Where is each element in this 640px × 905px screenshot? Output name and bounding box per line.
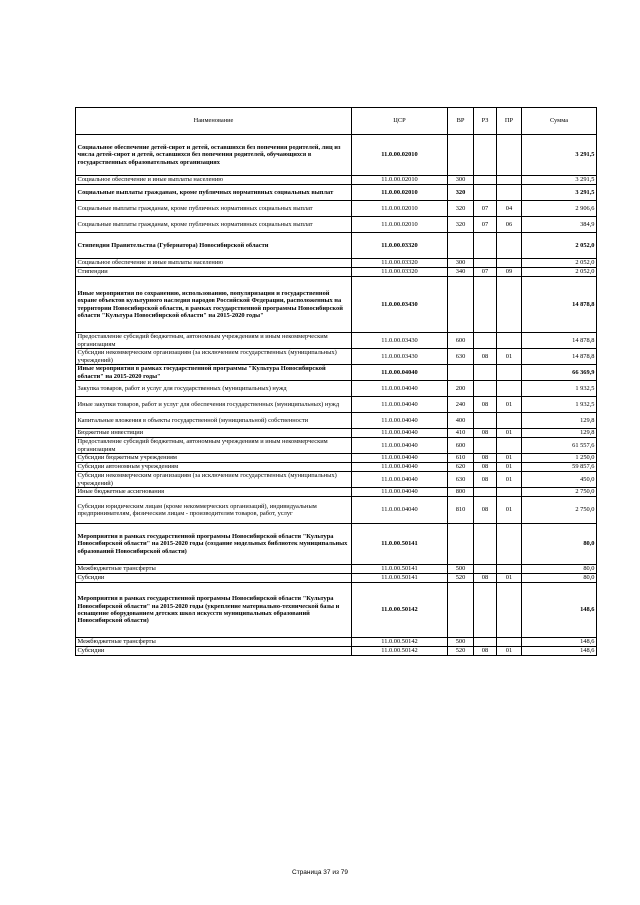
vr-cell: 630 [448, 472, 474, 488]
pr-cell: 09 [497, 268, 522, 277]
name-cell: Межбюджетные трансферты [76, 565, 352, 574]
vr-cell: 320 [448, 185, 474, 201]
name-cell: Социальное обеспечение и иные выплаты населению [76, 176, 352, 185]
table-row [76, 472, 597, 488]
name-cell: Стипендии [76, 268, 352, 277]
name-cell: Иные закупки товаров, работ и услуг для обеспечения государственных (муниципальных) нужд [76, 397, 352, 413]
name-cell: Субсидии автономным учреждениям [76, 463, 352, 472]
table-row [76, 497, 597, 524]
vr-cell [448, 365, 474, 381]
name-cell: Субсидии бюджетным учреждениям [76, 454, 352, 463]
vr-cell: 320 [448, 201, 474, 217]
vr-cell: 800 [448, 488, 474, 497]
sum-cell: 2 052,0 [522, 268, 597, 277]
vr-cell: 300 [448, 259, 474, 268]
sum-cell: 148,6 [522, 647, 597, 656]
pr-cell [497, 185, 522, 201]
sum-cell: 14 878,8 [522, 333, 597, 349]
header-pr: ПР [497, 108, 522, 135]
vr-cell [448, 233, 474, 259]
table-row [76, 268, 597, 277]
vr-cell: 300 [448, 176, 474, 185]
pr-cell: 01 [497, 497, 522, 524]
table-row [76, 349, 597, 365]
sum-cell: 2 750,0 [522, 488, 597, 497]
table-row [76, 638, 597, 647]
pr-cell: 01 [497, 429, 522, 438]
vr-cell [448, 524, 474, 565]
vr-cell: 320 [448, 217, 474, 233]
rz-cell [474, 233, 497, 259]
pr-cell [497, 381, 522, 397]
csr-cell: 11.0.00.50142 [352, 647, 448, 656]
rz-cell: 08 [474, 647, 497, 656]
sum-cell: 148,6 [522, 638, 597, 647]
rz-cell [474, 176, 497, 185]
csr-cell: 11.0.00.03430 [352, 349, 448, 365]
pr-cell [497, 413, 522, 429]
name-cell: Иные мероприятия по сохранению, использованию, популяризации и государственной охране объектов культурного наследия народов Российской Федерации, расположенных на территории Новосибирской области, в рамках государственной программы Новосибирской области "Культура Новосибирской области" на 2015-2020 годы" [76, 277, 352, 333]
pr-cell: 01 [497, 454, 522, 463]
table-row [76, 185, 597, 201]
table-row [76, 647, 597, 656]
table-row [76, 583, 597, 638]
sum-cell: 2 052,0 [522, 233, 597, 259]
csr-cell: 11.0.00.03320 [352, 259, 448, 268]
sum-cell: 66 369,9 [522, 365, 597, 381]
vr-cell: 200 [448, 381, 474, 397]
name-cell: Социальные выплаты гражданам, кроме публичных нормативных социальных выплат [76, 201, 352, 217]
header-rz: РЗ [474, 108, 497, 135]
csr-cell: 11.0.00.03320 [352, 268, 448, 277]
sum-cell: 450,0 [522, 472, 597, 488]
vr-cell: 620 [448, 463, 474, 472]
table-header-row [76, 108, 597, 135]
sum-cell: 59 857,6 [522, 463, 597, 472]
csr-cell: 11.0.00.04040 [352, 429, 448, 438]
table-row [76, 438, 597, 454]
pr-cell: 01 [497, 349, 522, 365]
csr-cell: 11.0.00.04040 [352, 463, 448, 472]
csr-cell: 11.0.00.04040 [352, 413, 448, 429]
rz-cell: 08 [474, 349, 497, 365]
csr-cell: 11.0.00.04040 [352, 381, 448, 397]
sum-cell: 129,8 [522, 429, 597, 438]
csr-cell: 11.0.00.50141 [352, 524, 448, 565]
sum-cell: 14 878,8 [522, 277, 597, 333]
rz-cell [474, 365, 497, 381]
name-cell: Иные мероприятия в рамках государственной программы "Культура Новосибирской области" на 2015-2020 годы" [76, 365, 352, 381]
name-cell: Социальное обеспечение детей-сирот и детей, оставшихся без попечения родителей, лиц из числа детей-сирот и детей, оставшихся без попечения родителей, обучающихся в государственных образовательных организациях [76, 135, 352, 176]
name-cell: Бюджетные инвестиции [76, 429, 352, 438]
csr-cell: 11.0.00.02010 [352, 176, 448, 185]
table-row [76, 488, 597, 497]
sum-cell: 2 052,0 [522, 259, 597, 268]
table-row [76, 429, 597, 438]
sum-cell: 1 932,5 [522, 397, 597, 413]
name-cell: Мероприятия в рамках государственной программы Новосибирской области "Культура Новосибирской области" на 2015-2020 годы (создание модельных библиотек муниципальных образований Новосибирской области) [76, 524, 352, 565]
vr-cell [448, 583, 474, 638]
pr-cell: 01 [497, 463, 522, 472]
sum-cell: 3 291,5 [522, 176, 597, 185]
rz-cell [474, 488, 497, 497]
csr-cell: 11.0.00.02010 [352, 135, 448, 176]
pr-cell [497, 277, 522, 333]
table-row [76, 201, 597, 217]
rz-cell: 07 [474, 201, 497, 217]
table-row [76, 233, 597, 259]
vr-cell: 810 [448, 497, 474, 524]
page-number: Страница 37 из 79 [292, 869, 348, 876]
vr-cell: 500 [448, 565, 474, 574]
name-cell: Стипендии Правительства (Губернатора) Новосибирской области [76, 233, 352, 259]
table-row [76, 565, 597, 574]
name-cell: Социальное обеспечение и иные выплаты населению [76, 259, 352, 268]
rz-cell [474, 135, 497, 176]
csr-cell: 11.0.00.50141 [352, 574, 448, 583]
vr-cell: 520 [448, 647, 474, 656]
pr-cell: 01 [497, 647, 522, 656]
pr-cell [497, 524, 522, 565]
rz-cell [474, 413, 497, 429]
sum-cell: 384,9 [522, 217, 597, 233]
rz-cell: 08 [474, 429, 497, 438]
header-vr: ВР [448, 108, 474, 135]
csr-cell: 11.0.00.03430 [352, 277, 448, 333]
table-row [76, 176, 597, 185]
csr-cell: 11.0.00.04040 [352, 397, 448, 413]
name-cell: Социальные выплаты гражданам, кроме публичных нормативных социальных выплат [76, 185, 352, 201]
csr-cell: 11.0.00.02010 [352, 185, 448, 201]
vr-cell [448, 277, 474, 333]
pr-cell: 01 [497, 472, 522, 488]
vr-cell: 630 [448, 349, 474, 365]
rz-cell: 08 [474, 463, 497, 472]
table-row [76, 217, 597, 233]
rz-cell: 07 [474, 217, 497, 233]
csr-cell: 11.0.00.04040 [352, 488, 448, 497]
sum-cell: 2 906,6 [522, 201, 597, 217]
sum-cell: 80,0 [522, 574, 597, 583]
rz-cell [474, 381, 497, 397]
pr-cell: 01 [497, 397, 522, 413]
csr-cell: 11.0.00.04040 [352, 438, 448, 454]
table-row [76, 135, 597, 176]
csr-cell: 11.0.00.03430 [352, 333, 448, 349]
pr-cell [497, 135, 522, 176]
header-csr: ЦСР [352, 108, 448, 135]
pr-cell [497, 259, 522, 268]
rz-cell: 08 [474, 397, 497, 413]
table-row [76, 397, 597, 413]
table-body [76, 135, 597, 656]
name-cell: Субсидии юридическим лицам (кроме некоммерческих организаций), индивидуальным предпринимателям, физическим лицам - производителям товаров, работ, услуг [76, 497, 352, 524]
sum-cell: 1 250,0 [522, 454, 597, 463]
sum-cell: 14 878,8 [522, 349, 597, 365]
name-cell: Межбюджетные трансферты [76, 638, 352, 647]
name-cell: Социальные выплаты гражданам, кроме публичных нормативных социальных выплат [76, 217, 352, 233]
rz-cell: 08 [474, 574, 497, 583]
csr-cell: 11.0.00.02010 [352, 217, 448, 233]
name-cell: Субсидии [76, 647, 352, 656]
sum-cell: 61 557,6 [522, 438, 597, 454]
vr-cell: 600 [448, 333, 474, 349]
vr-cell: 400 [448, 413, 474, 429]
header-name: Наименование [76, 108, 352, 135]
budget-table [75, 107, 597, 656]
pr-cell: 01 [497, 574, 522, 583]
table-row [76, 381, 597, 397]
sum-cell: 2 750,0 [522, 497, 597, 524]
rz-cell [474, 333, 497, 349]
sum-cell: 80,0 [522, 565, 597, 574]
vr-cell: 500 [448, 638, 474, 647]
name-cell: Закупка товаров, работ и услуг для государственных (муниципальных) нужд [76, 381, 352, 397]
csr-cell: 11.0.00.04040 [352, 365, 448, 381]
rz-cell [474, 277, 497, 333]
csr-cell: 11.0.00.03320 [352, 233, 448, 259]
pr-cell [497, 488, 522, 497]
rz-cell [474, 565, 497, 574]
rz-cell: 07 [474, 268, 497, 277]
csr-cell: 11.0.00.50142 [352, 583, 448, 638]
rz-cell [474, 524, 497, 565]
table-row [76, 413, 597, 429]
rz-cell [474, 259, 497, 268]
csr-cell: 11.0.00.04040 [352, 472, 448, 488]
sum-cell: 148,6 [522, 583, 597, 638]
table-row [76, 463, 597, 472]
pr-cell [497, 638, 522, 647]
pr-cell: 06 [497, 217, 522, 233]
pr-cell [497, 365, 522, 381]
rz-cell: 08 [474, 472, 497, 488]
rz-cell [474, 583, 497, 638]
csr-cell: 11.0.00.04040 [352, 454, 448, 463]
rz-cell [474, 438, 497, 454]
table-row [76, 524, 597, 565]
csr-cell: 11.0.00.04040 [352, 497, 448, 524]
name-cell: Субсидии некоммерческим организациям (за исключением государственных (муниципальных) учреждений) [76, 472, 352, 488]
name-cell: Мероприятия в рамках государственной программы Новосибирской области "Культура Новосибирской области" на 2015-2020 годы (укрепление материально-технической базы и оснащение оборудованием детских школ искусств муниципальных образований Новосибирской области) [76, 583, 352, 638]
vr-cell [448, 135, 474, 176]
name-cell: Капитальные вложения в объекты государственной (муниципальной) собственности [76, 413, 352, 429]
vr-cell: 240 [448, 397, 474, 413]
pr-cell [497, 333, 522, 349]
table-row [76, 333, 597, 349]
sum-cell: 3 291,5 [522, 135, 597, 176]
rz-cell [474, 638, 497, 647]
pr-cell [497, 583, 522, 638]
pr-cell [497, 176, 522, 185]
table-row [76, 454, 597, 463]
table-row [76, 574, 597, 583]
name-cell: Предоставление субсидий бюджетным, автономным учреждениям и иным некоммерческим организациям [76, 438, 352, 454]
pr-cell [497, 233, 522, 259]
vr-cell: 520 [448, 574, 474, 583]
pr-cell: 04 [497, 201, 522, 217]
sum-cell: 129,8 [522, 413, 597, 429]
rz-cell [474, 185, 497, 201]
sum-cell: 80,0 [522, 524, 597, 565]
csr-cell: 11.0.00.50141 [352, 565, 448, 574]
rz-cell: 08 [474, 454, 497, 463]
rz-cell: 08 [474, 497, 497, 524]
vr-cell: 610 [448, 454, 474, 463]
table-row [76, 365, 597, 381]
table-row [76, 277, 597, 333]
vr-cell: 410 [448, 429, 474, 438]
vr-cell: 600 [448, 438, 474, 454]
header-sum: Сумма [522, 108, 597, 135]
name-cell: Иные бюджетные ассигнования [76, 488, 352, 497]
sum-cell: 1 932,5 [522, 381, 597, 397]
name-cell: Предоставление субсидий бюджетным, автономным учреждениям и иным некоммерческим организациям [76, 333, 352, 349]
sum-cell: 3 291,5 [522, 185, 597, 201]
csr-cell: 11.0.00.02010 [352, 201, 448, 217]
name-cell: Субсидии некоммерческим организациям (за исключением государственных (муниципальных) учреждений) [76, 349, 352, 365]
csr-cell: 11.0.00.50142 [352, 638, 448, 647]
pr-cell [497, 565, 522, 574]
table-row [76, 259, 597, 268]
name-cell: Субсидии [76, 574, 352, 583]
vr-cell: 340 [448, 268, 474, 277]
pr-cell [497, 438, 522, 454]
